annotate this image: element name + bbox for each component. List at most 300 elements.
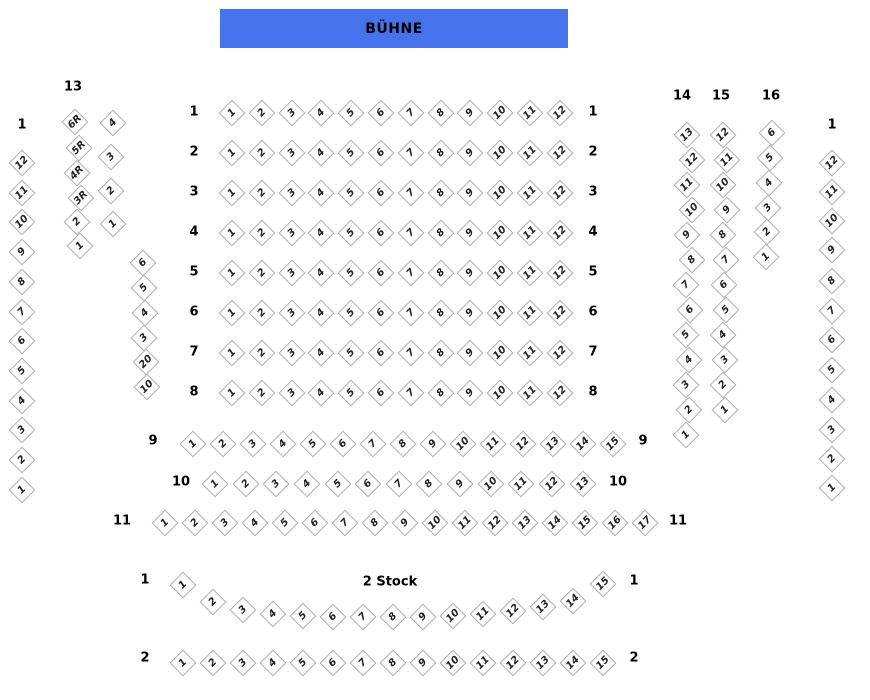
seat-parkett-row-9-2[interactable] <box>210 431 237 458</box>
seat-parkett-row-9-13[interactable] <box>540 431 567 458</box>
seat-number: 8 <box>434 266 447 279</box>
seat-parkett-row-6-8[interactable] <box>428 300 455 327</box>
seat-number: 12 <box>542 474 561 493</box>
seat-parkett-row-10-3[interactable] <box>263 471 290 498</box>
seat-parkett-row-5-7[interactable] <box>398 260 425 287</box>
seat-parkett-row-9-8[interactable] <box>390 431 417 458</box>
seat-number: 1 <box>679 428 692 441</box>
parkett-row-3-label: 3 <box>588 184 598 200</box>
seat-gallery-right-block-1-4[interactable] <box>819 387 846 414</box>
seat-number: 10 <box>12 212 31 231</box>
seat-parkett-row-8-4[interactable] <box>308 380 335 407</box>
seat-parkett-row-2-7[interactable] <box>398 140 425 167</box>
seat-parkett-row-5-6[interactable] <box>368 260 395 287</box>
seat-number: 8 <box>434 226 447 239</box>
seat-parkett-row-3-6[interactable] <box>368 180 395 207</box>
seat-parkett-row-5-8[interactable] <box>428 260 455 287</box>
seat-column-14-9[interactable] <box>674 222 701 249</box>
seat-number: 10 <box>682 200 701 219</box>
seat-parkett-row-11-14[interactable] <box>542 510 569 537</box>
seat-parkett-row-4-11[interactable] <box>517 220 544 247</box>
seat-parkett-row-4-8[interactable] <box>428 220 455 247</box>
seat-parkett-row-9-3[interactable] <box>240 431 267 458</box>
seat-number: 9 <box>825 243 838 256</box>
seat-parkett-row-1-4[interactable] <box>308 100 335 127</box>
seat-stock2-row-1-1[interactable] <box>170 572 197 599</box>
seat-number: 13 <box>533 653 552 672</box>
seat-parkett-row-1-2[interactable] <box>249 100 276 127</box>
seat-stock2-row-2-4[interactable] <box>260 650 287 677</box>
seat-gallery-left-block-1-5[interactable] <box>9 358 36 385</box>
seat-number: 12 <box>682 150 701 169</box>
seat-number: 9 <box>463 386 476 399</box>
seat-parkett-row-9-5[interactable] <box>300 431 327 458</box>
seat-gallery-right-block-1-8[interactable] <box>819 268 846 295</box>
seat-parkett-row-3-10[interactable] <box>487 180 514 207</box>
seat-column-15-7[interactable] <box>713 247 740 274</box>
seat-parkett-row-2-10[interactable] <box>487 140 514 167</box>
seat-parkett-row-7-6[interactable] <box>368 340 395 367</box>
seat-gallery-left-block-1-2[interactable] <box>9 447 36 474</box>
seat-stock2-row-2-1[interactable] <box>170 650 197 677</box>
seat-number: 1 <box>225 306 238 319</box>
seat-parkett-row-8-1[interactable] <box>219 380 246 407</box>
seat-parkett-row-6-7[interactable] <box>398 300 425 327</box>
seat-column-14-10[interactable] <box>679 197 706 224</box>
seat-parkett-row-2-6[interactable] <box>368 140 395 167</box>
seat-stock2-row-1-8[interactable] <box>380 604 407 631</box>
seat-parkett-row-5-5[interactable] <box>338 260 365 287</box>
seat-number: 5 <box>296 609 309 622</box>
seat-column-14-5[interactable] <box>673 322 700 349</box>
seat-column-14-8[interactable] <box>679 247 706 274</box>
seat-parkett-row-6-3[interactable] <box>279 300 306 327</box>
seat-parkett-row-1-9[interactable] <box>457 100 484 127</box>
seat-parkett-row-10-5[interactable] <box>325 471 352 498</box>
seat-parkett-row-4-5[interactable] <box>338 220 365 247</box>
floor-label: 2 Stock <box>362 574 418 590</box>
seat-parkett-row-11-6[interactable] <box>302 510 329 537</box>
seat-parkett-row-11-13[interactable] <box>512 510 539 537</box>
seat-parkett-row-4-1[interactable] <box>219 220 246 247</box>
seat-parkett-row-10-9[interactable] <box>447 471 474 498</box>
seat-column-15-9[interactable] <box>714 197 741 224</box>
seat-parkett-row-10-10[interactable] <box>478 471 505 498</box>
seat-parkett-row-2-3[interactable] <box>279 140 306 167</box>
seat-stock2-row-1-2[interactable] <box>200 589 227 616</box>
seat-column-14-2[interactable] <box>676 397 703 424</box>
seat-number: 5 <box>344 146 357 159</box>
seat-mid-left-column-5[interactable] <box>131 275 158 302</box>
seat-number: 6 <box>326 656 339 669</box>
seat-parkett-row-7-10[interactable] <box>487 340 514 367</box>
seat-parkett-row-6-6[interactable] <box>368 300 395 327</box>
seat-number: 6 <box>361 477 374 490</box>
seat-parkett-row-11-2[interactable] <box>182 510 209 537</box>
seat-stock2-row-2-11[interactable] <box>470 650 497 677</box>
seat-parkett-row-8-6[interactable] <box>368 380 395 407</box>
seat-parkett-row-4-2[interactable] <box>249 220 276 247</box>
seat-stock2-row-2-14[interactable] <box>560 650 587 677</box>
seat-gallery-right-block-1-3[interactable] <box>819 417 846 444</box>
seat-parkett-row-11-11[interactable] <box>452 510 479 537</box>
seat-parkett-row-11-9[interactable] <box>392 510 419 537</box>
seat-number: 5 <box>344 106 357 119</box>
seat-stock2-row-1-10[interactable] <box>440 603 467 630</box>
seat-parkett-row-1-8[interactable] <box>428 100 455 127</box>
seat-number: 12 <box>485 513 504 532</box>
seat-mid-left-column-10[interactable] <box>134 374 161 401</box>
seat-stock2-row-2-2[interactable] <box>200 650 227 677</box>
seat-parkett-row-11-8[interactable] <box>362 510 389 537</box>
seat-parkett-row-3-8[interactable] <box>428 180 455 207</box>
seat-parkett-row-2-11[interactable] <box>517 140 544 167</box>
seat-number: 10 <box>425 513 444 532</box>
seat-number: 2 <box>255 146 268 159</box>
seat-parkett-row-11-16[interactable] <box>602 510 629 537</box>
seat-parkett-row-11-5[interactable] <box>272 510 299 537</box>
seat-column-15-12[interactable] <box>710 122 737 149</box>
seat-parkett-row-1-7[interactable] <box>398 100 425 127</box>
seat-parkett-row-1-5[interactable] <box>338 100 365 127</box>
seat-gallery-left-block-1-7[interactable] <box>9 299 36 326</box>
seat-column-15-5[interactable] <box>713 297 740 324</box>
seat-parkett-row-1-12[interactable] <box>547 100 574 127</box>
seat-parkett-row-8-5[interactable] <box>338 380 365 407</box>
seat-parkett-row-1-3[interactable] <box>279 100 306 127</box>
parkett-row-10-label: 10 <box>171 474 191 490</box>
seat-parkett-row-2-1[interactable] <box>219 140 246 167</box>
seat-parkett-row-9-1[interactable] <box>180 431 207 458</box>
seat-parkett-row-7-8[interactable] <box>428 340 455 367</box>
seat-parkett-row-4-12[interactable] <box>547 220 574 247</box>
seat-block-13-4R[interactable] <box>64 160 91 187</box>
parkett-row-2-label: 2 <box>588 144 598 160</box>
seat-number: 12 <box>503 601 522 620</box>
seat-parkett-row-10-7[interactable] <box>386 471 413 498</box>
seat-gallery-right-block-1-10[interactable] <box>819 208 846 235</box>
seat-number: 3 <box>15 423 28 436</box>
seat-parkett-row-6-1[interactable] <box>219 300 246 327</box>
seat-column-15-6[interactable] <box>711 272 738 299</box>
seat-parkett-row-11-12[interactable] <box>482 510 509 537</box>
seat-block-13-4[interactable] <box>100 110 127 137</box>
seat-stock2-row-1-11[interactable] <box>470 601 497 628</box>
parkett-row-10-label: 10 <box>608 474 628 490</box>
seat-parkett-row-7-2[interactable] <box>249 340 276 367</box>
seat-stock2-row-2-8[interactable] <box>380 650 407 677</box>
seat-column-15-2[interactable] <box>710 372 737 399</box>
seat-parkett-row-8-3[interactable] <box>279 380 306 407</box>
seat-parkett-row-6-12[interactable] <box>547 300 574 327</box>
seat-parkett-row-4-7[interactable] <box>398 220 425 247</box>
seat-parkett-row-8-12[interactable] <box>547 380 574 407</box>
seat-stock2-row-2-10[interactable] <box>440 650 467 677</box>
seat-column-14-13[interactable] <box>674 122 701 149</box>
seat-number: 11 <box>12 183 31 202</box>
seat-stock2-row-2-15[interactable] <box>590 650 617 677</box>
seat-number: 4 <box>314 306 327 319</box>
seat-column-14-6[interactable] <box>677 297 704 324</box>
parkett-row-3-label: 3 <box>189 184 199 200</box>
seat-parkett-row-11-7[interactable] <box>332 510 359 537</box>
seat-gallery-right-block-1-5[interactable] <box>819 357 846 384</box>
seat-parkett-row-8-9[interactable] <box>457 380 484 407</box>
seat-parkett-row-3-9[interactable] <box>457 180 484 207</box>
seat-block-13-5R[interactable] <box>66 135 93 162</box>
seat-stock2-row-1-13[interactable] <box>530 594 557 621</box>
seat-parkett-row-2-9[interactable] <box>457 140 484 167</box>
seat-gallery-right-block-1-9[interactable] <box>819 237 846 264</box>
seat-block-13-2[interactable] <box>98 178 125 205</box>
seat-parkett-row-11-17[interactable] <box>632 510 659 537</box>
seat-parkett-row-7-9[interactable] <box>457 340 484 367</box>
seat-column-15-8[interactable] <box>710 222 737 249</box>
seat-column-14-7[interactable] <box>673 272 700 299</box>
seat-number: 9 <box>463 106 476 119</box>
seat-parkett-row-11-10[interactable] <box>422 510 449 537</box>
seat-column-15-1[interactable] <box>712 397 739 424</box>
seat-gallery-right-block-1-6[interactable] <box>819 327 846 354</box>
seat-block-13-6R[interactable] <box>62 109 89 136</box>
seat-number: 3 <box>104 150 117 163</box>
seat-gallery-left-block-1-1[interactable] <box>9 477 36 504</box>
seat-block-13-2[interactable] <box>64 209 91 236</box>
seat-parkett-row-3-1[interactable] <box>219 180 246 207</box>
seat-parkett-row-8-2[interactable] <box>249 380 276 407</box>
seat-stock2-row-2-6[interactable] <box>320 650 347 677</box>
seat-stock2-row-1-5[interactable] <box>290 603 317 630</box>
seat-parkett-row-3-3[interactable] <box>279 180 306 207</box>
seat-parkett-row-4-4[interactable] <box>308 220 335 247</box>
seat-parkett-row-6-9[interactable] <box>457 300 484 327</box>
seat-parkett-row-8-11[interactable] <box>517 380 544 407</box>
seat-parkett-row-1-10[interactable] <box>487 100 514 127</box>
seat-parkett-row-10-12[interactable] <box>539 471 566 498</box>
seat-column-14-4[interactable] <box>676 347 703 374</box>
seat-parkett-row-4-9[interactable] <box>457 220 484 247</box>
seat-stock2-row-2-9[interactable] <box>410 650 437 677</box>
seat-parkett-row-8-8[interactable] <box>428 380 455 407</box>
seat-parkett-row-10-13[interactable] <box>570 471 597 498</box>
seat-parkett-row-11-1[interactable] <box>152 510 179 537</box>
seat-column-14-1[interactable] <box>673 422 700 449</box>
seat-parkett-row-3-5[interactable] <box>338 180 365 207</box>
seat-number: 8 <box>434 306 447 319</box>
seat-gallery-left-block-1-12[interactable] <box>9 150 36 177</box>
seat-number: 6 <box>374 306 387 319</box>
seat-number: 12 <box>550 303 569 322</box>
seat-stock2-row-1-4[interactable] <box>260 601 287 628</box>
seat-parkett-row-6-11[interactable] <box>517 300 544 327</box>
seat-parkett-row-8-7[interactable] <box>398 380 425 407</box>
seat-stock2-row-2-7[interactable] <box>350 650 377 677</box>
seat-number: 13 <box>573 474 592 493</box>
seat-parkett-row-5-12[interactable] <box>547 260 574 287</box>
seat-gallery-left-block-1-6[interactable] <box>9 328 36 355</box>
seat-parkett-row-3-4[interactable] <box>308 180 335 207</box>
seat-mid-left-column-3[interactable] <box>131 325 158 352</box>
seat-column-16-1[interactable] <box>753 244 780 271</box>
seat-parkett-row-4-3[interactable] <box>279 220 306 247</box>
seat-stock2-row-1-7[interactable] <box>350 604 377 631</box>
seat-parkett-row-11-15[interactable] <box>572 510 599 537</box>
seat-stock2-row-1-3[interactable] <box>230 597 257 624</box>
seat-parkett-row-5-9[interactable] <box>457 260 484 287</box>
seat-number: 7 <box>404 266 417 279</box>
seat-number: 20 <box>136 352 155 371</box>
seat-parkett-row-8-10[interactable] <box>487 380 514 407</box>
seat-parkett-row-10-2[interactable] <box>233 471 260 498</box>
seat-parkett-row-2-4[interactable] <box>308 140 335 167</box>
seat-stock2-row-1-15[interactable] <box>590 571 617 598</box>
seat-stock2-row-2-12[interactable] <box>500 650 527 677</box>
seat-block-13-1[interactable] <box>100 211 127 238</box>
seat-parkett-row-7-5[interactable] <box>338 340 365 367</box>
seat-parkett-row-11-4[interactable] <box>242 510 269 537</box>
seat-parkett-row-10-11[interactable] <box>508 471 535 498</box>
seat-parkett-row-1-1[interactable] <box>219 100 246 127</box>
seat-number: 3 <box>285 106 298 119</box>
seat-number: 2 <box>188 516 201 529</box>
seat-gallery-right-block-1-11[interactable] <box>819 179 846 206</box>
seat-gallery-right-block-1-7[interactable] <box>819 298 846 325</box>
seat-parkett-row-9-12[interactable] <box>510 431 537 458</box>
seat-parkett-row-10-1[interactable] <box>202 471 229 498</box>
seat-number: 4 <box>266 607 279 620</box>
seat-parkett-row-5-1[interactable] <box>219 260 246 287</box>
seat-mid-left-column-6[interactable] <box>130 250 157 277</box>
seat-parkett-row-4-6[interactable] <box>368 220 395 247</box>
seat-stock2-row-1-9[interactable] <box>410 604 437 631</box>
seat-column-14-3[interactable] <box>673 372 700 399</box>
seat-gallery-left-block-1-10[interactable] <box>9 209 36 236</box>
seat-column-16-4[interactable] <box>756 170 783 197</box>
seat-gallery-left-block-1-3[interactable] <box>9 417 36 444</box>
seat-parkett-row-3-11[interactable] <box>517 180 544 207</box>
seat-gallery-right-block-1-2[interactable] <box>819 446 846 473</box>
seat-parkett-row-7-4[interactable] <box>308 340 335 367</box>
seat-parkett-row-2-12[interactable] <box>547 140 574 167</box>
seat-column-14-12[interactable] <box>679 147 706 174</box>
seat-block-13-3R[interactable] <box>68 185 95 212</box>
seat-parkett-row-2-8[interactable] <box>428 140 455 167</box>
seat-number: 4 <box>138 306 151 319</box>
seat-number: 3 <box>285 226 298 239</box>
seat-parkett-row-9-11[interactable] <box>480 431 507 458</box>
seat-block-13-3[interactable] <box>98 144 125 171</box>
seat-parkett-row-7-12[interactable] <box>547 340 574 367</box>
seat-stock2-row-2-3[interactable] <box>230 650 257 677</box>
seat-parkett-row-5-11[interactable] <box>517 260 544 287</box>
gallery-right-block-1-label: 1 <box>827 117 837 133</box>
seat-number: 5 <box>331 477 344 490</box>
seat-column-16-3[interactable] <box>755 195 782 222</box>
seat-column-15-11[interactable] <box>714 147 741 174</box>
seat-parkett-row-1-11[interactable] <box>517 100 544 127</box>
seat-number: 9 <box>463 266 476 279</box>
seat-number: 12 <box>550 223 569 242</box>
seat-stock2-row-1-12[interactable] <box>500 598 527 625</box>
seat-gallery-left-block-1-9[interactable] <box>9 239 36 266</box>
seat-column-16-2[interactable] <box>754 219 781 246</box>
seat-parkett-row-3-7[interactable] <box>398 180 425 207</box>
seat-column-15-4[interactable] <box>710 322 737 349</box>
seat-stock2-row-1-6[interactable] <box>320 604 347 631</box>
seat-number: 2 <box>255 106 268 119</box>
seat-mid-left-column-4[interactable] <box>132 300 159 327</box>
seat-parkett-row-11-3[interactable] <box>212 510 239 537</box>
seat-parkett-row-9-7[interactable] <box>360 431 387 458</box>
seat-number: 11 <box>520 263 539 282</box>
seat-column-15-10[interactable] <box>710 172 737 199</box>
seat-gallery-left-block-1-8[interactable] <box>9 269 36 296</box>
seat-parkett-row-5-3[interactable] <box>279 260 306 287</box>
seat-parkett-row-1-6[interactable] <box>368 100 395 127</box>
seat-column-14-11[interactable] <box>674 172 701 199</box>
seat-parkett-row-5-2[interactable] <box>249 260 276 287</box>
seat-number: 5 <box>344 346 357 359</box>
seat-parkett-row-2-2[interactable] <box>249 140 276 167</box>
seat-parkett-row-6-10[interactable] <box>487 300 514 327</box>
seat-parkett-row-9-4[interactable] <box>270 431 297 458</box>
column-15-label: 15 <box>711 88 731 104</box>
seat-parkett-row-9-15[interactable] <box>600 431 627 458</box>
seat-column-16-5[interactable] <box>757 145 784 172</box>
seat-parkett-row-5-4[interactable] <box>308 260 335 287</box>
seat-number: 8 <box>386 610 399 623</box>
seat-parkett-row-10-6[interactable] <box>355 471 382 498</box>
seat-stock2-row-2-13[interactable] <box>530 650 557 677</box>
seat-parkett-row-9-6[interactable] <box>330 431 357 458</box>
seat-parkett-row-6-2[interactable] <box>249 300 276 327</box>
seat-stock2-row-2-5[interactable] <box>290 650 317 677</box>
seat-parkett-row-3-2[interactable] <box>249 180 276 207</box>
seat-parkett-row-9-9[interactable] <box>420 431 447 458</box>
seat-parkett-row-9-14[interactable] <box>570 431 597 458</box>
seat-column-15-3[interactable] <box>712 347 739 374</box>
seat-parkett-row-7-1[interactable] <box>219 340 246 367</box>
seat-number: 11 <box>520 103 539 122</box>
seat-parkett-row-9-10[interactable] <box>450 431 477 458</box>
seat-gallery-right-block-1-12[interactable] <box>819 150 846 177</box>
seat-parkett-row-10-4[interactable] <box>294 471 321 498</box>
seat-number: 2 <box>255 346 268 359</box>
seat-mid-left-column-20[interactable] <box>133 349 160 376</box>
stock2-row-1-label: 1 <box>629 573 639 589</box>
seat-parkett-row-7-3[interactable] <box>279 340 306 367</box>
seat-gallery-left-block-1-11[interactable] <box>9 180 36 207</box>
seat-gallery-left-block-1-4[interactable] <box>9 388 36 415</box>
seat-number: 6 <box>374 186 387 199</box>
seat-column-16-6[interactable] <box>759 120 786 147</box>
seat-parkett-row-3-12[interactable] <box>547 180 574 207</box>
seat-parkett-row-6-5[interactable] <box>338 300 365 327</box>
seat-parkett-row-4-10[interactable] <box>487 220 514 247</box>
seat-parkett-row-6-4[interactable] <box>308 300 335 327</box>
seat-parkett-row-2-5[interactable] <box>338 140 365 167</box>
seat-number: 13 <box>515 513 534 532</box>
seat-gallery-right-block-1-1[interactable] <box>819 475 846 502</box>
seat-block-13-1[interactable] <box>67 233 94 260</box>
seat-stock2-row-1-14[interactable] <box>560 588 587 615</box>
seat-parkett-row-5-10[interactable] <box>487 260 514 287</box>
seat-parkett-row-10-8[interactable] <box>416 471 443 498</box>
seat-number: 1 <box>225 186 238 199</box>
seat-number: 10 <box>490 263 509 282</box>
seat-parkett-row-7-7[interactable] <box>398 340 425 367</box>
seat-parkett-row-7-11[interactable] <box>517 340 544 367</box>
